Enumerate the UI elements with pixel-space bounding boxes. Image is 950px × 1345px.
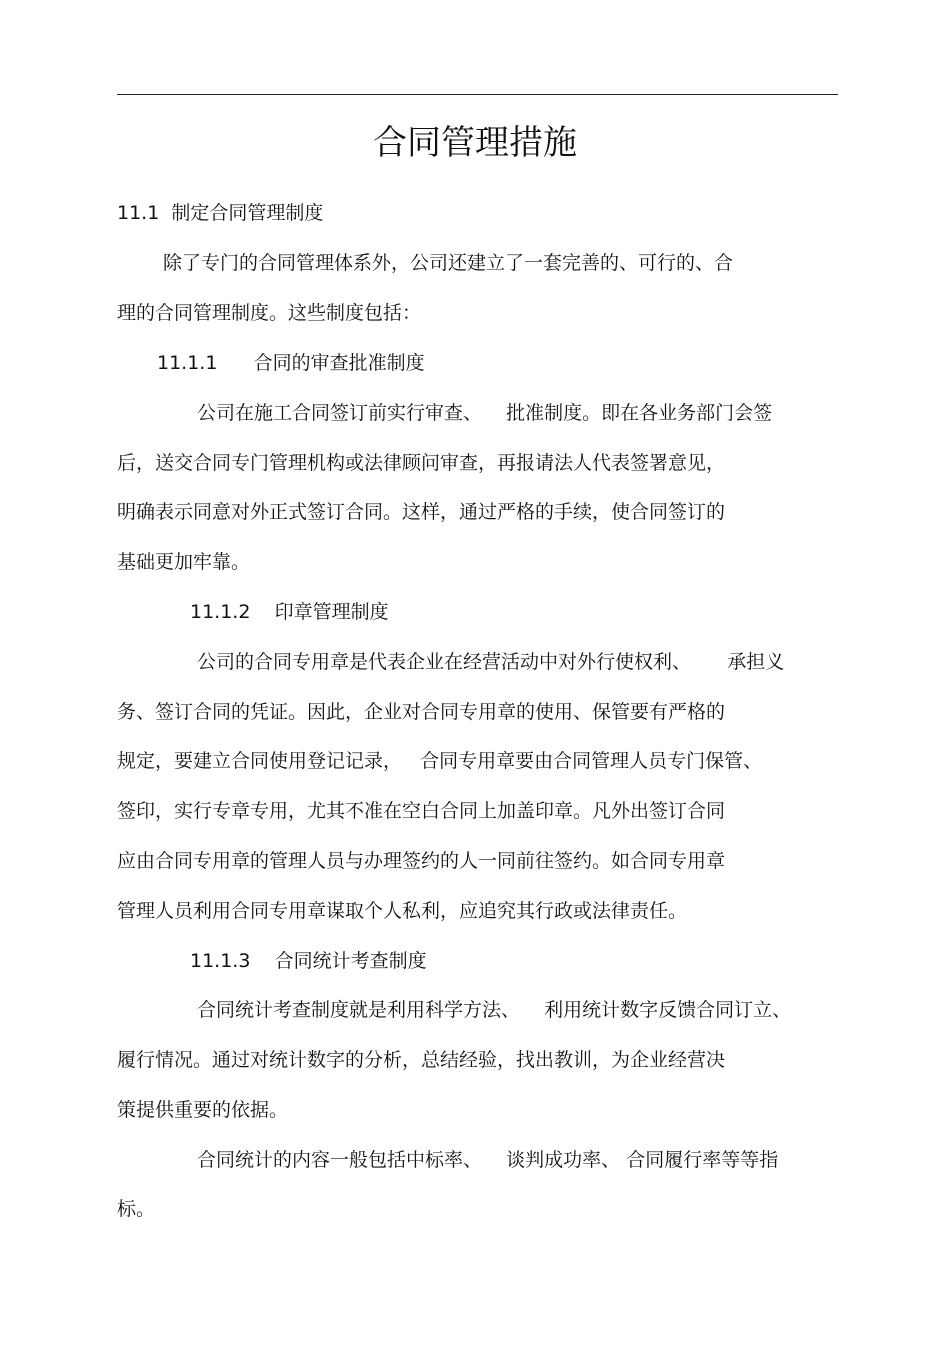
paragraph-line: 公司的合同专用章是代表企业在经营活动中对外行使权利、 承担义 bbox=[197, 651, 785, 673]
paragraph-line: 规定，要建立合同使用登记记录， 合同专用章要由合同管理人员专门保管、 bbox=[117, 750, 763, 772]
paragraph-line: 后，送交合同专门管理机构或法律顾问审查，再报请法人代表签署意见， bbox=[117, 452, 726, 474]
paragraph-line: 明确表示同意对外正式签订合同。这样，通过严格的手续，使合同签订的 bbox=[117, 501, 726, 523]
section-heading-11-1-3: 11.1.3 合同统计考查制度 bbox=[190, 950, 427, 972]
paragraph-line: 履行情况。通过对统计数字的分析，总结经验，找出教训，为企业经营决 bbox=[117, 1049, 726, 1071]
paragraph-line: 理的合同管理制度。这些制度包括： bbox=[117, 302, 422, 324]
paragraph-line: 标。 bbox=[117, 1198, 156, 1220]
paragraph-line: 合同统计的内容一般包括中标率、 谈判成功率、 合同履行率等等指 bbox=[197, 1149, 779, 1171]
paragraph-line: 签印，实行专章专用，尤其不准在空白合同上加盖印章。凡外出签订合同 bbox=[117, 800, 726, 822]
paragraph-line: 公司在施工合同签订前实行审查、 批准制度。即在各业务部门会签 bbox=[197, 402, 773, 424]
section-heading-11-1: 11.1 制定合同管理制度 bbox=[117, 202, 324, 224]
header-rule bbox=[117, 94, 838, 95]
paragraph-line: 管理人员利用合同专用章谋取个人私利，应追究其行政或法律责任。 bbox=[117, 900, 688, 922]
paragraph-line: 务、签订合同的凭证。因此，企业对合同专用章的使用、保管要有严格的 bbox=[117, 701, 726, 723]
document-title: 合同管理措施 bbox=[373, 123, 577, 163]
paragraph-line: 策提供重要的依据。 bbox=[117, 1099, 289, 1121]
paragraph-line: 基础更加牢靠。 bbox=[117, 551, 251, 573]
paragraph-line: 应由合同专用章的管理人员与办理签约的人一同前往签约。如合同专用章 bbox=[117, 850, 726, 872]
paragraph-line: 合同统计考查制度就是利用科学方法、 利用统计数字反馈合同订立、 bbox=[197, 999, 792, 1021]
section-heading-11-1-1: 11.1.1 合同的审查批准制度 bbox=[157, 352, 425, 374]
section-heading-11-1-2: 11.1.2 印章管理制度 bbox=[190, 601, 389, 623]
paragraph-line: 除了专门的合同管理体系外，公司还建立了一套完善的、可行的、合 bbox=[163, 252, 734, 274]
